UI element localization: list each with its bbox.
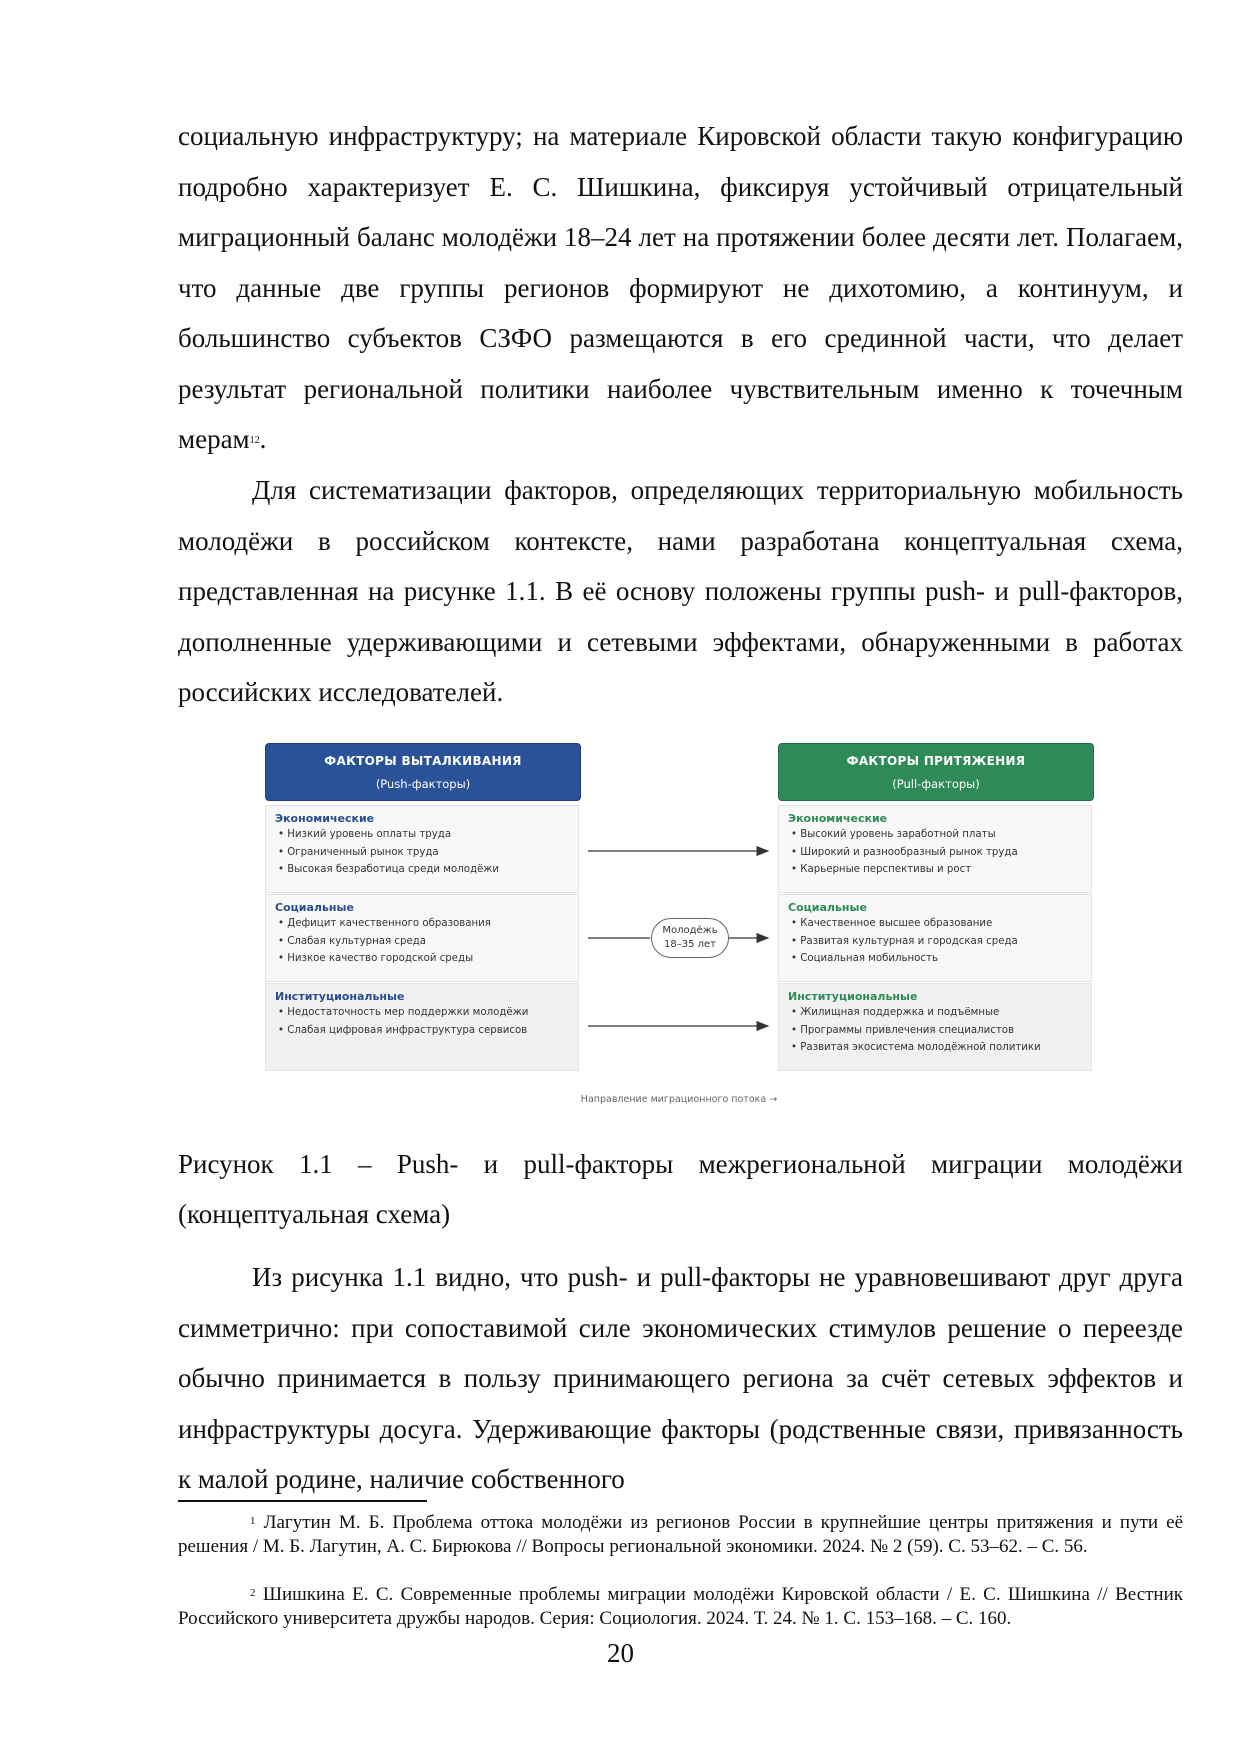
push-group-economic [265, 805, 579, 893]
paragraph-text: социальную инфраструктуру; на материале Кировской области такую конфигурацию подробно характеризует Е. С. Шишкина, фиксируя устойчивый отрицательный миграционный баланс молодёжи 18–24 лет на протяжении более десяти лет. Полагаем, что данные две группы регионов формируют не дихотомию, а континуум, и большинство субъектов СЗФО размещаются в его срединной части, что делает результат региональной политики наиболее чувствительным именно к точечным мерам [178, 121, 1183, 454]
pull-group-economic [778, 805, 1092, 893]
youth-node-line1: Молодёжь [662, 925, 718, 936]
list-item: • Социальная мобильность [791, 950, 1091, 968]
push-group-institutional [265, 983, 579, 1071]
list-item: • Высокий уровень заработной платы [791, 826, 1091, 844]
list-item: • Ограниченный рынок труда [278, 844, 578, 862]
footnote-2 [178, 1583, 1183, 1631]
youth-node-line2: 18–35 лет [664, 939, 716, 950]
group-title: Институциональные [275, 990, 405, 1003]
list-item: • Развитая культурная и городская среда [791, 933, 1091, 951]
footnote-text: Шишкина Е. С. Современные проблемы миграции молодёжи Кировской области / Е. С. Шишкина // Вестник Российского университета дружбы народов. Серия: Социология. 2024. Т. 24. № 1. С. 153–168. – С. 160. [178, 1584, 1183, 1629]
list-item: • Слабая культурная среда [278, 933, 578, 951]
body-paragraph-3: Из рисунка 1.1 видно, что push- и pull-факторы не уравновешивают друг друга симметрично: при сопоставимой силе экономических стимулов решение о переезде обычно принимается в пользу принимающего региона за счёт сетевых эффектов и инфраструктуры досуга. Удерживающие факторы (родственные связи, привязанность к малой родине, наличие собственного [178, 1262, 1183, 1494]
youth-node [651, 918, 729, 958]
push-subtitle: (Push-факторы) [375, 777, 471, 791]
group-title: Экономические [275, 812, 375, 825]
footnote-number: 2 [250, 1587, 256, 1599]
push-title: ФАКТОРЫ ВЫТАЛКИВАНИЯ [324, 754, 522, 768]
body-paragraph-2: Для систематизации факторов, определяющих территориальную мобильность молодёжи в российском контексте, нами разработана концептуальная схема, представленная на рисунке 1.1. В её основу положены группы push- и pull-факторов, дополненные удерживающими и сетевыми эффектами, обнаруженными в работах российских исследователей. [178, 475, 1183, 707]
paragraph-end: . [259, 424, 267, 454]
push-group-social [265, 894, 579, 982]
list-item: • Программы привлечения специалистов [791, 1022, 1091, 1040]
figure-push-pull-diagram [258, 736, 1100, 1114]
list-item: • Низкий уровень оплаты труда [278, 826, 578, 844]
page-number: 20 [607, 1638, 634, 1668]
pull-group-social [778, 894, 1092, 982]
figure-caption: Рисунок 1.1 – Push- и pull-факторы межрегиональной миграции молодёжи (концептуальная схема) [178, 1149, 1183, 1229]
pull-factors-header [778, 743, 1094, 801]
footnote-divider [178, 1500, 427, 1502]
flow-direction-label: Направление миграционного потока → [580, 1094, 778, 1105]
body-paragraph-1 [178, 111, 1183, 465]
list-item: • Развитая экосистема молодёжной политики [791, 1039, 1091, 1057]
list-item: • Жилищная поддержка и подъёмные [791, 1004, 1091, 1022]
list-item: • Дефицит качественного образования [278, 915, 578, 933]
pull-subtitle: (Pull-факторы) [892, 777, 980, 791]
footnote-ref[interactable]: 12 [249, 435, 260, 446]
footnote-text: Лагутин М. Б. Проблема оттока молодёжи из регионов России в крупнейшие центры притяжения и пути её решения / М. Б. Лагутин, А. С. Бирюкова // Вопросы региональной экономики. 2024. № 2 (59). С. 53–62. – С. 56. [178, 1512, 1184, 1557]
list-item: • Качественное высшее образование [791, 915, 1091, 933]
footnote-1 [178, 1511, 1183, 1559]
group-title: Экономические [788, 812, 888, 825]
list-item: • Слабая цифровая инфраструктура сервисов [278, 1022, 578, 1040]
group-title: Социальные [788, 901, 867, 914]
list-item: • Карьерные перспективы и рост [791, 861, 1091, 879]
list-item: • Широкий и разнообразный рынок труда [791, 844, 1091, 862]
pull-group-institutional [778, 983, 1092, 1071]
pull-title: ФАКТОРЫ ПРИТЯЖЕНИЯ [846, 754, 1026, 768]
footnote-number: 1 [250, 1515, 256, 1527]
group-title: Институциональные [788, 990, 918, 1003]
list-item: • Высокая безработица среди молодёжи [278, 861, 578, 879]
group-title: Социальные [275, 901, 354, 914]
push-factors-header [265, 743, 581, 801]
list-item: • Недостаточность мер поддержки молодёжи [278, 1004, 578, 1022]
list-item: • Низкое качество городской среды [278, 950, 578, 968]
